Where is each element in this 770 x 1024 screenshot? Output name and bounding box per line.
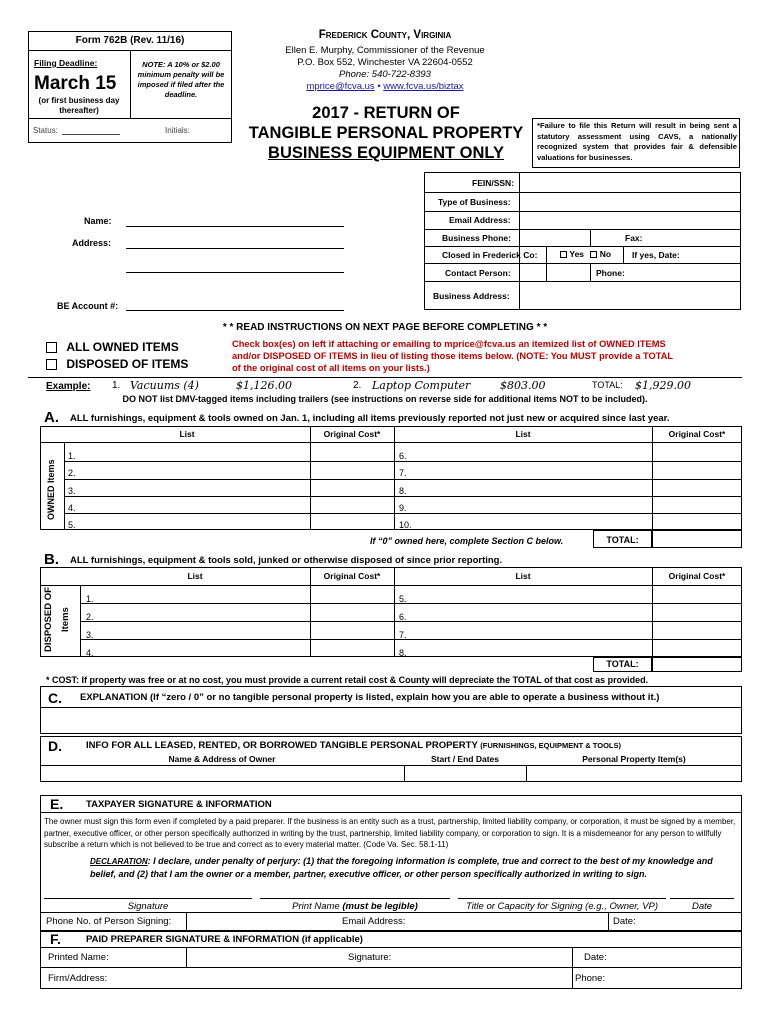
divider — [28, 377, 742, 378]
divider — [424, 229, 741, 230]
owned-total-field[interactable] — [652, 530, 742, 548]
yes-checkbox[interactable] — [560, 251, 567, 258]
divider — [652, 426, 653, 530]
be-account-field[interactable] — [126, 310, 344, 311]
owned-row[interactable]: 1. — [68, 451, 76, 461]
check-line-3: of the original cost of all items on your lists.) — [232, 363, 430, 373]
disposed-total-field[interactable] — [652, 657, 742, 672]
divider — [424, 281, 741, 282]
disposed-row[interactable]: 3. — [86, 630, 94, 640]
title-caption: Title or Capacity for Signing (e.g., Owner, VP) — [465, 901, 659, 912]
divider — [623, 246, 624, 264]
example-item1-num: 1. — [112, 380, 121, 391]
name-label: Name: — [84, 216, 112, 226]
signature-field[interactable] — [44, 898, 252, 899]
title-field[interactable] — [458, 898, 666, 899]
commissioner: Ellen E. Murphy, Commissioner of the Revenue — [285, 45, 485, 56]
failure-note: *Failure to file this Return will result in being sent a statutory assessment using CAVS, a nationally recognized system that provides fair & defensible valuations for businesses. — [537, 121, 737, 162]
disposed-side-label-2: Items — [60, 607, 71, 633]
phone-label: Phone No. of Person Signing: — [46, 916, 172, 927]
title-line1: - RETURN OF — [353, 104, 460, 122]
yes-label: Yes — [569, 249, 585, 259]
dmv-note: DO NOT list DMV-tagged items including trailers (see instructions on reverse side for additional items NOT to be included). — [122, 394, 648, 404]
divider — [80, 639, 742, 640]
no-checkbox[interactable] — [590, 251, 597, 258]
divider — [590, 229, 591, 246]
section-b-letter: B. — [44, 551, 59, 568]
print-name-note: (must be legible) — [342, 901, 418, 912]
business-address-label: Business Address: — [433, 291, 510, 301]
owned-total-label: TOTAL: — [606, 535, 639, 545]
closed-label: Closed in Frederick Co: — [442, 250, 538, 260]
divider — [310, 426, 311, 530]
owned-row[interactable]: 3. — [68, 485, 76, 496]
title-line3: BUSINESS EQUIPMENT ONLY — [268, 144, 504, 162]
owned-row[interactable]: 10. — [399, 520, 412, 531]
divider — [424, 246, 741, 247]
address-label: Address: — [72, 238, 112, 248]
divider — [424, 192, 741, 193]
divider — [40, 947, 742, 948]
all-owned-checkbox[interactable] — [46, 342, 57, 353]
deadline-sub: (or first business day thereafter) — [38, 96, 120, 115]
divider — [572, 947, 573, 989]
firm-address-label: Firm/Address: — [48, 973, 108, 984]
check-line-1: Check box(es) on left if attaching or emailing to mprice@fcva.us an itemized list of OWNED ITEMS — [232, 339, 666, 349]
check-line-2: and/or DISPOSED OF ITEMS in lieu of listing those items below. (NOTE: You MUST provide a TOTAL — [232, 351, 674, 361]
deadline-date: March 15 — [34, 73, 117, 94]
disposed-total-label: TOTAL: — [606, 659, 639, 669]
example-item2-cost: $803.00 — [500, 379, 546, 392]
divider — [64, 442, 65, 530]
divider — [186, 912, 187, 931]
if-yes-date-label: If yes, Date: — [632, 250, 680, 260]
divider — [186, 947, 187, 967]
section-d-text-small: (FURNISHINGS, EQUIPMENT & TOOLS) — [480, 741, 621, 750]
email-label: Email Address: — [449, 215, 511, 225]
contact-phone-label: Phone: — [596, 268, 625, 278]
section-a-letter: A. — [44, 409, 59, 426]
col-cost: Original Cost* — [323, 571, 381, 581]
preparer-phone-label: Phone: — [575, 973, 606, 984]
preparer-signature-label: Signature: — [348, 952, 392, 963]
disposed-row[interactable]: 8. — [399, 648, 407, 658]
divider — [394, 426, 395, 530]
section-c-letter: C. — [48, 690, 62, 706]
section-d-text: INFO FOR ALL LEASED, RENTED, OR BORROWED TANGIBLE PERSONAL PROPERTY — [86, 740, 478, 751]
divider — [40, 912, 742, 913]
status-field[interactable] — [62, 134, 120, 135]
filing-deadline-label: Filing Deadline: — [34, 58, 98, 68]
col-cost: Original Cost* — [323, 429, 381, 439]
email-link[interactable]: mprice@fcva.us — [306, 81, 375, 92]
owner-field[interactable] — [41, 766, 403, 781]
contact-label: Contact Person: — [445, 268, 511, 278]
penalty-note: NOTE: A 10% or $2.00 minimum penalty will be imposed if filed after the deadline. — [137, 60, 225, 99]
section-d-letter: D. — [48, 738, 62, 754]
disposed-side-label-1: DISPOSED OF — [43, 587, 54, 653]
type-label: Type of Business: — [438, 197, 511, 207]
print-name-caption: Print Name — [292, 901, 340, 912]
section-e-text: TAXPAYER SIGNATURE & INFORMATION — [86, 799, 272, 810]
section-f-letter: F. — [50, 931, 61, 947]
county-name: Frederick County, Virginia — [318, 29, 452, 41]
initials-label: Initials: — [165, 126, 190, 135]
col-list: List — [515, 571, 531, 581]
fein-label: FEIN/SSN: — [472, 178, 515, 188]
dates-field[interactable] — [405, 766, 525, 781]
divider — [608, 912, 609, 931]
example-item1-name: Vacuums (4) — [130, 379, 199, 392]
address-field-1[interactable] — [126, 248, 344, 249]
divider — [40, 812, 742, 813]
section-b-text: ALL furnishings, equipment & tools sold, junked or otherwise disposed of since prior reporting. — [70, 555, 503, 566]
divider — [652, 567, 653, 657]
status-label: Status: — [33, 126, 58, 135]
declaration-text: : I declare, under penalty of perjury: (1) that the foregoing information is complete, true and correct to the best of my knowledge and belief, and (2) that I am the owner or a member, partner, executive officer, or other person specifically authorized in writing to sign. — [90, 856, 713, 879]
owned-row[interactable]: 4. — [68, 502, 76, 513]
divider — [590, 263, 591, 281]
section-a-text: ALL furnishings, equipment & tools owned on Jan. 1, including all items previously reported not just new or acquired since last year. — [70, 413, 670, 424]
disposed-checkbox[interactable] — [46, 359, 57, 370]
website-link[interactable]: www.fcva.us/biztax — [383, 81, 464, 92]
col-list: List — [179, 429, 195, 439]
date-label: Date: — [613, 916, 636, 927]
signature-caption: Signature — [127, 901, 169, 912]
signature-instructions: The owner must sign this form even if completed by a paid preparer. If the business is an entity such as a trust, partnership, limited liability company, or corporation, it must be signed by a member, partner, executive officer, or other person specifically authorized in writing by the trust, partnership, limited liability company, or corporation to sign. It is a misdemeanor for any person to willfully subscribe a return which is not believed to be true and correct as to every material matter. (Code Va. Sec. 58.1-11) — [44, 817, 736, 849]
owned-side-label: OWNED Items — [46, 459, 56, 521]
disposed-row[interactable]: 2. — [86, 612, 94, 622]
if-zero-note: If “0” owned here, complete Section C below. — [370, 536, 564, 546]
divider — [394, 567, 395, 657]
col-list: List — [187, 571, 203, 581]
disposed-row[interactable]: 6. — [399, 612, 407, 622]
office-address: P.O. Box 552, Winchester VA 22604-0552 — [297, 57, 473, 68]
items-field[interactable] — [527, 766, 741, 781]
divider — [28, 118, 232, 119]
example-label: Example: — [46, 381, 91, 392]
owned-row[interactable]: 9. — [399, 502, 407, 513]
section-c-text: EXPLANATION (If “zero / 0” or no tangible personal property is listed, explain how you are able to operate a business without it.) — [80, 692, 660, 703]
col-dates: Start / End Dates — [430, 754, 500, 764]
owned-row[interactable]: 8. — [399, 485, 407, 496]
divider — [310, 567, 311, 657]
disposed-label: DISPOSED OF ITEMS — [66, 357, 189, 371]
preparer-date-label: Date: — [584, 952, 607, 963]
divider — [40, 585, 742, 586]
email-label: Email Address: — [342, 916, 406, 927]
divider — [80, 621, 742, 622]
divider — [424, 263, 741, 264]
date-caption: Date — [691, 901, 713, 912]
separator: • — [377, 81, 381, 92]
title-line2: TANGIBLE PERSONAL PROPERTY — [248, 124, 524, 142]
disposed-row[interactable]: 4. — [86, 648, 94, 658]
col-cost: Original Cost* — [668, 429, 726, 439]
read-instructions: * * READ INSTRUCTIONS ON NEXT PAGE BEFORE COMPLETING * * — [222, 322, 548, 333]
example-item2-num: 2. — [353, 380, 362, 391]
example-item1-cost: $1,126.00 — [236, 379, 292, 392]
col-owner: Name & Address of Owner — [168, 754, 276, 764]
col-list: List — [515, 429, 531, 439]
example-item2-name: Laptop Computer — [372, 379, 471, 392]
explanation-field[interactable] — [41, 708, 741, 733]
date-field[interactable] — [670, 898, 734, 899]
disposed-row[interactable]: 1. — [86, 594, 94, 604]
be-account-label: BE Account #: — [57, 301, 119, 311]
owned-row[interactable]: 7. — [399, 468, 407, 479]
owned-row[interactable]: 6. — [399, 451, 407, 461]
all-owned-label: ALL OWNED ITEMS — [66, 340, 179, 354]
divider — [40, 967, 742, 968]
business-phone-label: Business Phone: — [442, 233, 511, 243]
cost-note: * COST: If property was free or at no cost, you must provide a current retail cost & County will depreciate the TOTAL of that cost as provided. — [46, 675, 649, 685]
address-field-2[interactable] — [126, 272, 344, 273]
form-number: Form 762B (Rev. 11/16) — [75, 35, 185, 46]
divider — [424, 211, 741, 212]
disposed-row[interactable]: 7. — [399, 630, 407, 640]
office-phone: Phone: 540-722-8393 — [339, 69, 431, 80]
no-label: No — [599, 249, 612, 259]
divider — [546, 246, 547, 281]
name-field[interactable] — [126, 226, 344, 227]
divider — [40, 442, 742, 443]
section-f-text: PAID PREPARER SIGNATURE & INFORMATION (if applicable) — [86, 934, 363, 945]
divider — [130, 50, 131, 118]
printed-name-label: Printed Name: — [48, 952, 109, 963]
owned-row[interactable]: 2. — [68, 468, 76, 479]
title-year: 2017 — [312, 104, 349, 122]
owned-row[interactable]: 5. — [68, 520, 76, 531]
example-total: $1,929.00 — [635, 379, 691, 392]
col-cost: Original Cost* — [668, 571, 726, 581]
disposed-row[interactable]: 5. — [399, 594, 407, 604]
section-e-letter: E. — [50, 796, 64, 812]
print-name-field[interactable] — [260, 898, 450, 899]
declaration-label: DECLARATION — [90, 857, 148, 866]
example-total-label: TOTAL: — [592, 380, 623, 390]
divider — [80, 603, 742, 604]
col-items: Personal Property Item(s) — [582, 754, 686, 764]
fax-label: Fax: — [625, 233, 643, 243]
